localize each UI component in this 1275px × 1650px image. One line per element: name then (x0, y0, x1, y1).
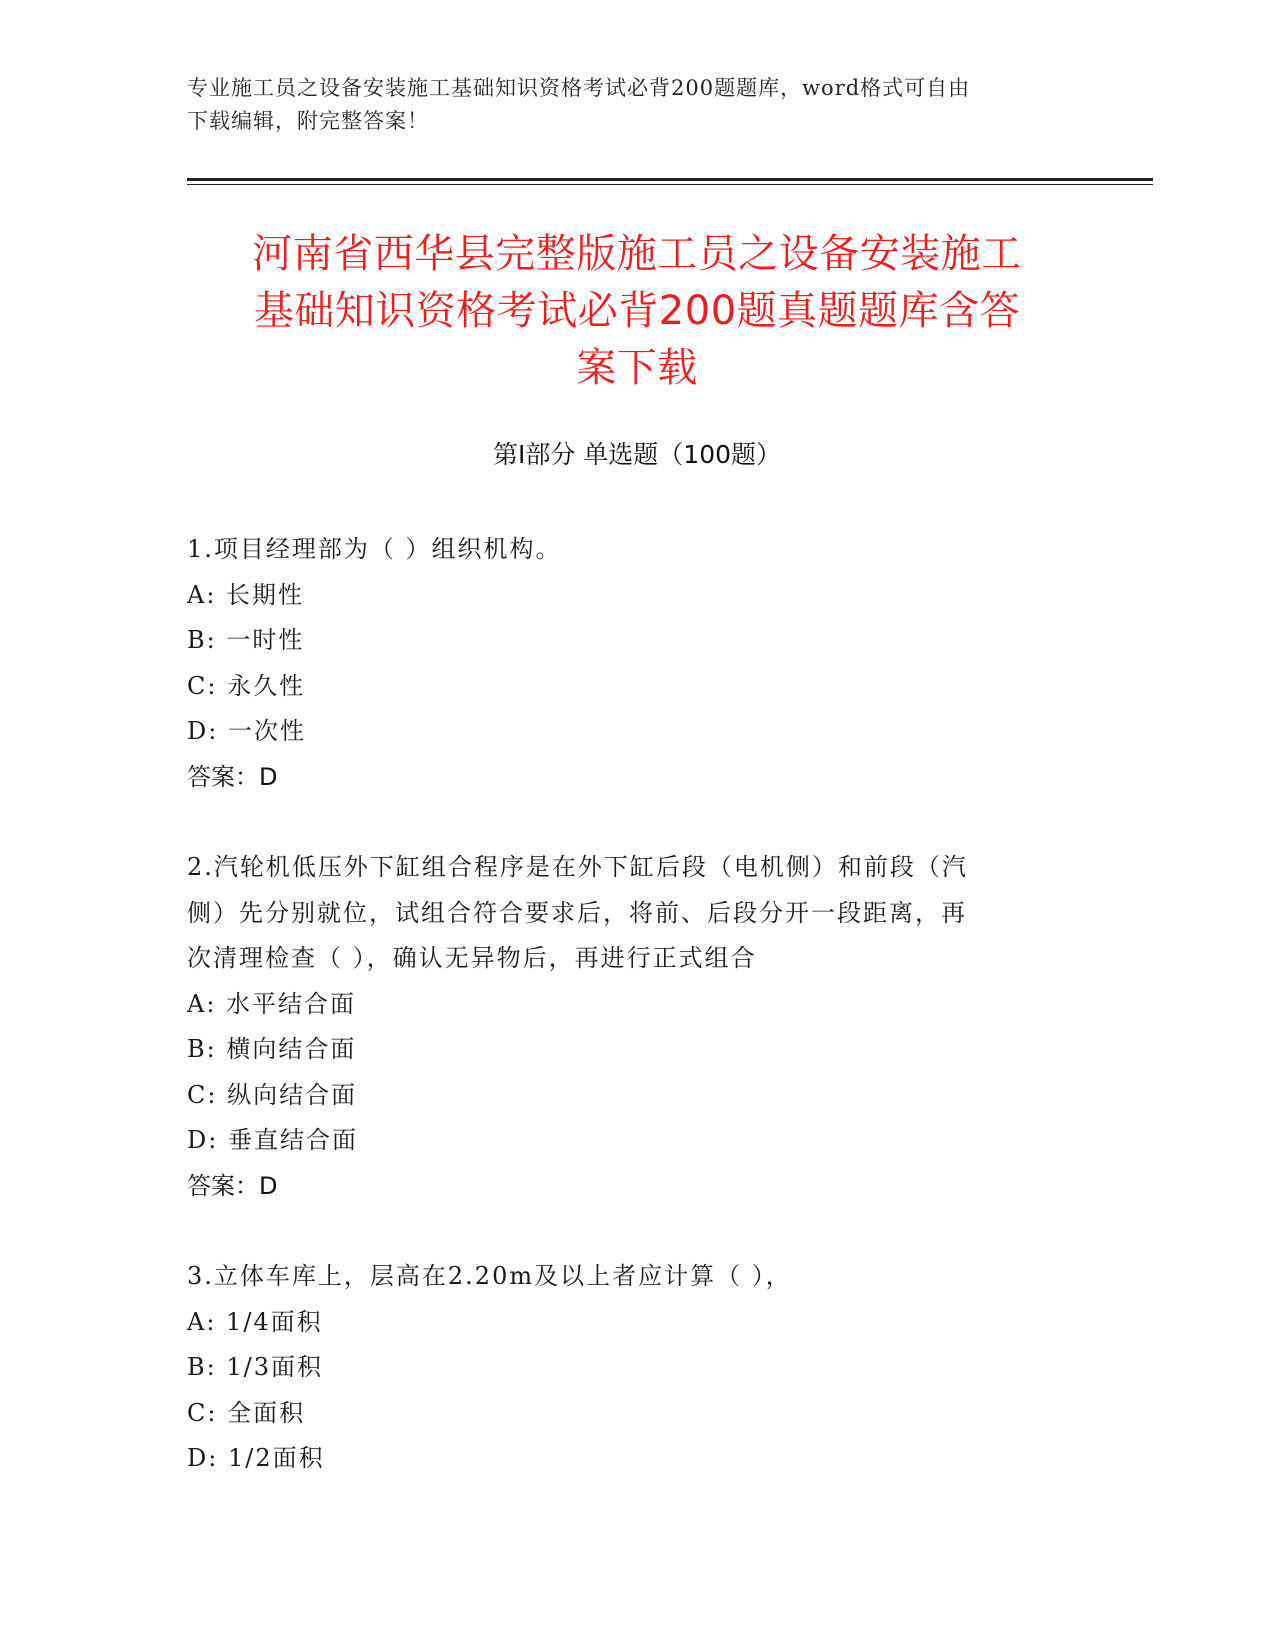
question-text-line-1: 2.汽轮机低压外下缸组合程序是在外下缸后段（电机侧）和前段（汽 (187, 853, 968, 881)
document-title-line-3: 案下载 (576, 345, 698, 391)
document-title (187, 226, 1087, 397)
answer: 答案：D (187, 1171, 278, 1200)
option-b: B: 一时性 (187, 626, 305, 654)
option-d: D: 1/2面积 (187, 1444, 325, 1472)
document-title-line-1: 河南省西华县完整版施工员之设备安装施工 (252, 231, 1022, 277)
option-c: C: 纵向结合面 (187, 1080, 358, 1109)
option-a: A: 长期性 (187, 580, 305, 609)
option-d: D: 垂直结合面 (187, 1126, 358, 1154)
option-a: A: 1/4面积 (187, 1307, 323, 1336)
document-title-line-2: 基础知识资格考试必背200题真题题库含答 (253, 288, 1021, 334)
header-note (187, 72, 1087, 138)
question-3 (187, 1254, 1087, 1482)
option-b: B: 横向结合面 (187, 1035, 357, 1063)
question-list (187, 527, 1087, 1527)
option-b: B: 1/3面积 (187, 1353, 323, 1381)
question-text: 1.项目经理部为（ ）组织机构。 (187, 535, 562, 563)
option-c: C: 全面积 (187, 1398, 306, 1427)
question-1 (187, 527, 1087, 800)
question-text: 3.立体车库上，层高在2.20m及以上者应计算（ ）， (187, 1262, 792, 1290)
header-note-line-2: 下载编辑，附完整答案！ (187, 109, 429, 133)
header-note-line-1: 专业施工员之设备安装施工基础知识资格考试必背200题题库，word格式可自由 (187, 76, 971, 100)
header-divider-thin (187, 184, 1153, 185)
question-text-line-3: 次清理检查（ ），确认无异物后，再进行正式组合 (187, 944, 757, 972)
header-divider-thick (187, 178, 1153, 181)
option-c: C: 永久性 (187, 671, 306, 700)
question-text-line-2: 侧）先分别就位，试组合符合要求后，将前、后段分开一段距离，再 (187, 898, 967, 927)
option-a: A: 水平结合面 (187, 989, 357, 1018)
answer: 答案：D (187, 762, 278, 791)
question-2 (187, 845, 1087, 1209)
option-d: D: 一次性 (187, 717, 306, 745)
section-title: 第I部分 单选题（100题） (492, 440, 782, 469)
